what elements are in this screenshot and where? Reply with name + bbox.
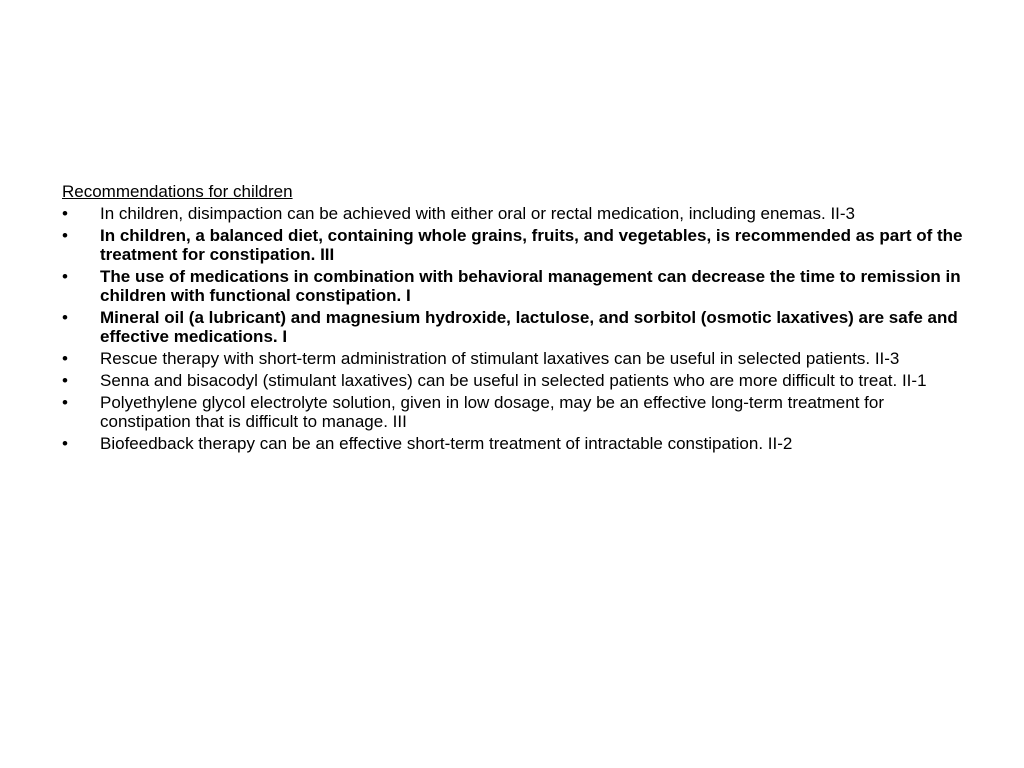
recommendation-text: Rescue therapy with short-term administration of stimulant laxatives can be useful in selected patients. II-3 <box>100 349 900 368</box>
bullet-icon: • <box>62 349 68 368</box>
recommendation-text: Senna and bisacodyl (stimulant laxatives) can be useful in selected patients who are more difficult to treat. II-1 <box>100 371 927 390</box>
list-item <box>62 267 972 305</box>
list-item <box>62 349 972 368</box>
list-item <box>62 226 972 264</box>
recommendation-text: In children, disimpaction can be achieved with either oral or rectal medication, including enemas. II-3 <box>100 204 856 223</box>
bullet-icon: • <box>62 267 68 286</box>
recommendation-text: Mineral oil (a lubricant) and magnesium hydroxide, lactulose, and sorbitol (osmotic laxatives) are safe and effective medications. I <box>100 308 958 346</box>
bullet-icon: • <box>62 308 68 327</box>
section-heading: Recommendations for children <box>62 182 293 201</box>
bullet-icon: • <box>62 393 68 412</box>
list-item <box>62 308 972 346</box>
slide-content <box>62 182 972 456</box>
recommendation-list <box>62 204 972 453</box>
recommendation-text: In children, a balanced diet, containing whole grains, fruits, and vegetables, is recommended as part of the treatment for constipation. III <box>100 226 963 264</box>
list-item <box>62 393 972 431</box>
list-item <box>62 371 972 390</box>
recommendation-text: Polyethylene glycol electrolyte solution, given in low dosage, may be an effective long-term treatment for constipation that is difficult to manage. III <box>100 393 884 431</box>
recommendation-text: Biofeedback therapy can be an effective short-term treatment of intractable constipation. II-2 <box>100 434 793 453</box>
bullet-icon: • <box>62 434 68 453</box>
bullet-icon: • <box>62 204 68 223</box>
recommendation-text: The use of medications in combination with behavioral management can decrease the time to remission in children with functional constipation. I <box>100 267 961 305</box>
bullet-icon: • <box>62 371 68 390</box>
bullet-icon: • <box>62 226 68 245</box>
list-item <box>62 204 972 223</box>
list-item <box>62 434 972 453</box>
